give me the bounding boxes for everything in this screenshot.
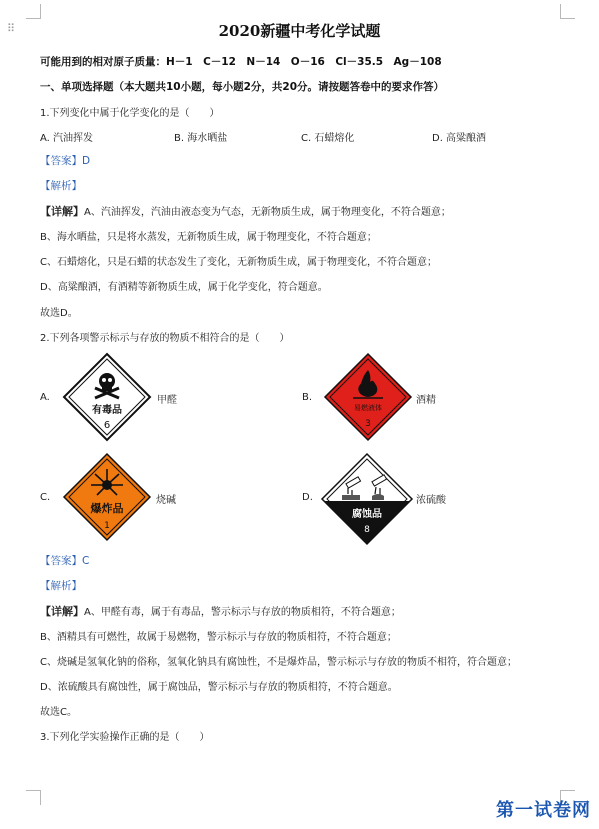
q1-detail-a — [40, 203, 451, 219]
q1-answer: 【答案】D — [40, 155, 91, 167]
q1-detail-tag: 【详解】 — [40, 205, 84, 218]
q1-analysis-label: 【解析】 — [40, 180, 82, 192]
q2-option-a-substance: 甲醛 — [157, 395, 177, 406]
q1-option-d: D. 高粱酿酒 — [432, 133, 487, 144]
q2-analysis-label: 【解析】 — [40, 580, 82, 592]
q2-conclusion: 故选C。 — [40, 707, 77, 718]
explosive-sign-icon — [62, 452, 152, 542]
flammable-sign-label: 易燃液体 — [354, 404, 382, 412]
q3-stem: 3.下列化学实验操作正确的是（ ） — [40, 732, 210, 743]
toxic-sign-label: 有毒品 — [92, 405, 122, 416]
toxic-sign-icon — [62, 352, 152, 442]
q2-option-d-substance: 浓硫酸 — [416, 495, 446, 506]
q1-detail-c: C、石蜡熔化，只是石蜡的状态发生了变化，无新物质生成，属于物理变化，不符合题意； — [40, 257, 437, 268]
q2-detail-c: C、烧碱是氢氧化钠的俗称，氢氧化钠具有腐蚀性，不是爆炸品，警示标示与存放的物质不相符，符合题意； — [40, 657, 517, 668]
q2-option-c-letter: C. — [40, 492, 51, 503]
q2-answer: 【答案】C — [40, 555, 90, 567]
toxic-sign-number: 6 — [103, 420, 111, 431]
q2-stem: 2.下列各项警示标示与存放的物质不相符合的是（ ） — [40, 333, 290, 344]
q1-stem: 1.下列变化中属于化学变化的是（ ） — [40, 108, 220, 119]
q1-conclusion: 故选D。 — [40, 308, 78, 319]
corrosive-sign-number: 8 — [364, 525, 370, 535]
watermark-logo: 第一试卷网 — [496, 800, 591, 821]
flammable-sign-icon — [323, 352, 413, 442]
crop-mark-top-left — [26, 4, 41, 19]
q2-option-b-letter: B. — [302, 392, 313, 403]
explosive-sign-label: 爆炸品 — [90, 502, 124, 515]
q2-detail-a — [40, 603, 401, 619]
q2-option-c-substance: 烧碱 — [156, 495, 176, 506]
crop-mark-bottom-left — [26, 790, 41, 805]
corrosive-sign-icon — [320, 452, 414, 546]
corrosive-sign-label: 腐蚀品 — [352, 509, 382, 520]
q2-detail-d: D、浓硫酸具有腐蚀性，属于腐蚀品，警示标示与存放的物质相符，不符合题意。 — [40, 682, 398, 693]
atomic-masses-line: 可能用到的相对原子质量：H－1 C－12 N－14 O－16 Cl－35.5 Ag－108 — [40, 56, 442, 68]
q1-option-b: B. 海水晒盐 — [174, 133, 228, 144]
q1-option-a: A. 汽油挥发 — [40, 133, 94, 144]
q1-detail-b: B、海水晒盐，只是将水蒸发，无新物质生成，属于物理变化，不符合题意； — [40, 232, 377, 243]
q2-detail-b: B、酒精具有可燃性，故属于易燃物，警示标示与存放的物质相符，不符合题意； — [40, 632, 397, 643]
q2-option-b-substance: 酒精 — [416, 395, 436, 406]
q2-option-a-letter: A. — [40, 392, 50, 403]
page-title: 2020新疆中考化学试题 — [218, 22, 381, 40]
flammable-sign-number: 3 — [365, 419, 371, 429]
q1-option-c: C. 石蜡熔化 — [301, 133, 355, 144]
q2-detail-a-text: A、甲醛有毒，属于有毒品，警示标示与存放的物质相符，不符合题意； — [84, 607, 401, 618]
q1-detail-d: D、高粱酿酒，有酒精等新物质生成，属于化学变化，符合题意。 — [40, 282, 328, 293]
q2-option-d-letter: D. — [302, 492, 313, 503]
explosive-sign-number: 1 — [104, 521, 110, 531]
q2-detail-tag: 【详解】 — [40, 605, 84, 618]
crop-mark-top-right — [560, 4, 575, 19]
q1-detail-a-text: A、汽油挥发，汽油由液态变为气态，无新物质生成，属于物理变化，不符合题意； — [84, 207, 451, 218]
section-heading: 一、单项选择题（本大题共10小题，每小题2分，共20分。请按题答卷中的要求作答） — [40, 81, 445, 93]
drag-handle-icon[interactable]: ⠿ — [7, 22, 16, 35]
